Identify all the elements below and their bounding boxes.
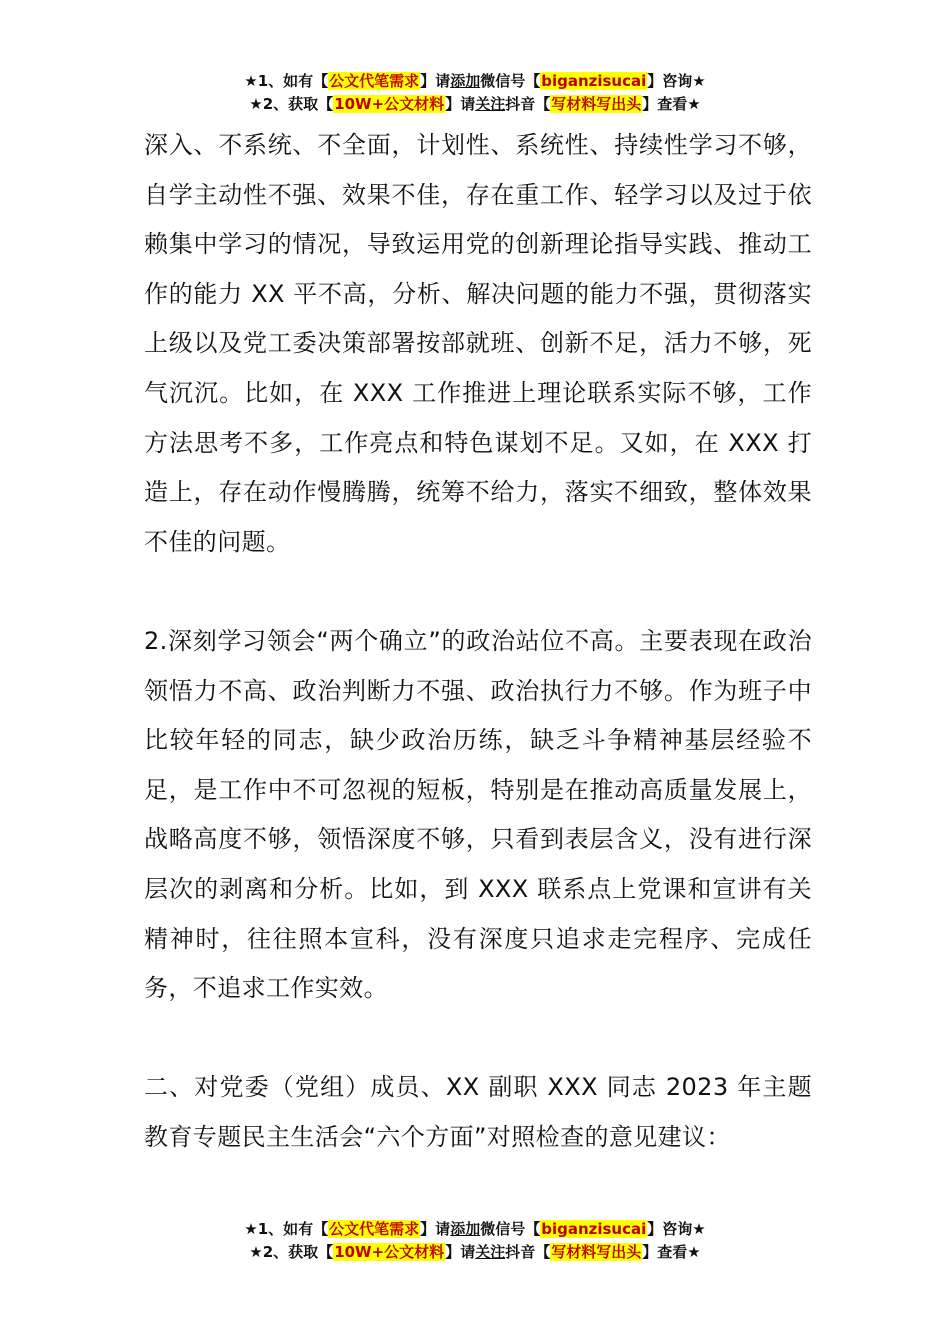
header-line-1-mid-2: 微信号【 bbox=[480, 72, 541, 90]
paragraph-spacer bbox=[144, 567, 812, 617]
header-line-1-highlight-1: 公文代笔需求 bbox=[329, 72, 420, 90]
header-line-2-mid-1: 】请 bbox=[445, 95, 476, 113]
footer-line-2 bbox=[0, 1241, 950, 1264]
header-line-2-underlined: 关注 bbox=[475, 95, 506, 113]
footer-line-2-underlined: 关注 bbox=[475, 1243, 506, 1261]
footer-line-2-highlight-2: 写材料写出头 bbox=[551, 1243, 642, 1261]
section-heading-2: 二、对党委（党组）成员、XX 副职 XXX 同志 2023 年主题教育专题民主生活会“六个方面”对照检查的意见建议： bbox=[144, 1073, 812, 1151]
header-line-2 bbox=[0, 93, 950, 116]
header-line-2-highlight-2: 写材料写出头 bbox=[551, 95, 642, 113]
header-line-1-underlined: 添加 bbox=[450, 72, 481, 90]
footer-line-1-mid-2: 微信号【 bbox=[480, 1220, 541, 1238]
header-line-1 bbox=[0, 70, 950, 93]
header-banner bbox=[0, 70, 950, 116]
header-line-2-highlight-1: 10W+公文材料 bbox=[334, 95, 445, 113]
footer-line-2-highlight-1: 10W+公文材料 bbox=[334, 1243, 445, 1261]
footer-line-2-mid-1: 】请 bbox=[445, 1243, 476, 1261]
footer-line-1-mid-1: 】请 bbox=[420, 1220, 451, 1238]
footer-line-2-prefix: ★2、获取【 bbox=[249, 1243, 334, 1261]
footer-line-1-highlight-2: biganzisucai bbox=[541, 1220, 647, 1238]
header-line-2-suffix: 】查看★ bbox=[642, 95, 701, 113]
document-body bbox=[144, 121, 812, 1162]
header-line-2-prefix: ★2、获取【 bbox=[249, 95, 334, 113]
footer-banner bbox=[0, 1218, 950, 1264]
header-line-1-highlight-2: biganzisucai bbox=[541, 72, 647, 90]
header-line-1-suffix: 】咨询★ bbox=[647, 72, 706, 90]
paragraph-2: 2.深刻学习领会“两个确立”的政治站位不高。主要表现在政治领悟力不高、政治判断力不强、政治执行力不够。作为班子中比较年轻的同志，缺少政治历练，缺乏斗争精神基层经验不足，是工作中不可忽视的短板，特别是在推动高质量发展上，战略高度不够，领悟深度不够，只看到表层含义，没有进行深层次的剥离和分析。比如，到 XXX 联系点上党课和宣讲有关精神时，往往照本宣科，没有深度只追求走完程序、完成任务，不追求工作实效。 bbox=[144, 626, 812, 1003]
footer-line-2-mid-2: 抖音【 bbox=[505, 1243, 551, 1261]
footer-line-1-underlined: 添加 bbox=[450, 1220, 481, 1238]
header-line-1-prefix: ★1、如有【 bbox=[244, 72, 329, 90]
footer-line-1-suffix: 】咨询★ bbox=[647, 1220, 706, 1238]
footer-line-2-suffix: 】查看★ bbox=[642, 1243, 701, 1261]
header-line-2-mid-2: 抖音【 bbox=[505, 95, 551, 113]
header-line-1-mid-1: 】请 bbox=[420, 72, 451, 90]
footer-line-1-highlight-1: 公文代笔需求 bbox=[329, 1220, 420, 1238]
footer-line-1-prefix: ★1、如有【 bbox=[244, 1220, 329, 1238]
paragraph-spacer bbox=[144, 1014, 812, 1064]
footer-line-1 bbox=[0, 1218, 950, 1241]
paragraph-1: 深入、不系统、不全面，计划性、系统性、持续性学习不够，自学主动性不强、效果不佳，存在重工作、轻学习以及过于依赖集中学习的情况，导致运用党的创新理论指导实践、推动工作的能力 XX 平不高，分析、解决问题的能力不强，贯彻落实上级以及党工委决策部署按部就班、创新不足，活力不够，死气沉沉。比如，在 XXX 工作推进上理论联系实际不够，工作方法思考不多，工作亮点和特色谋划不足。又如，在 XXX 打造上，存在动作慢腾腾，统筹不给力，落实不细致，整体效果不佳的问题。 bbox=[144, 131, 812, 556]
